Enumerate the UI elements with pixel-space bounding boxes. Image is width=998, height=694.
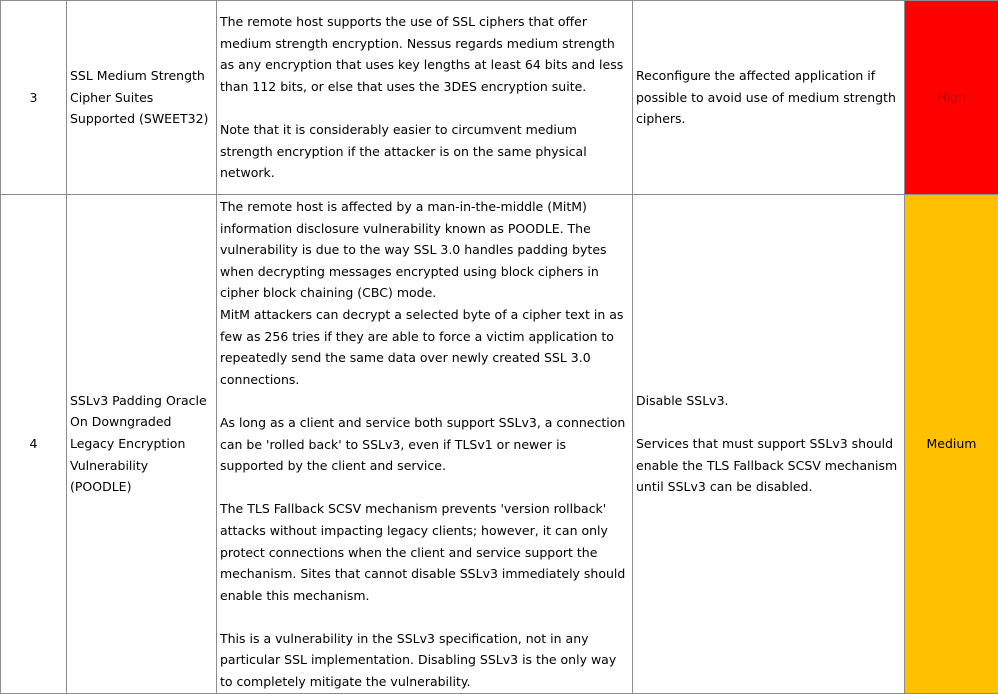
paragraph-spacer (220, 606, 629, 628)
vulnerability-name-cell: SSLv3 Padding Oracle On Downgraded Legacy Encryption Vulnerability (POODLE) (67, 195, 217, 694)
solution-paragraph: Disable SSLv3. (636, 390, 901, 412)
solution-paragraph: Services that must support SSLv3 should enable the TLS Fallback SCSV mechanism until SSLv3 can be disabled. (636, 433, 901, 498)
vulnerability-name-cell: SSL Medium Strength Cipher Suites Supported (SWEET32) (67, 1, 217, 195)
description-paragraph: The TLS Fallback SCSV mechanism prevents 'version rollback' attacks without impacting legacy clients; however, it can only protect connections when the client and service support the mechanism. Sites that cannot disable SSLv3 immediately should enable this mechanism. (220, 498, 629, 606)
description-cell (217, 195, 633, 694)
description-paragraph: As long as a client and service both support SSLv3, a connection can be 'rolled back' to SSLv3, even if TLSv1 or newer is supported by the client and service. (220, 412, 629, 477)
paragraph-spacer (636, 411, 901, 433)
risk-cell-high: High (905, 1, 998, 195)
paragraph-spacer (220, 390, 629, 412)
paragraph-spacer (220, 97, 629, 119)
description-cell (217, 1, 633, 195)
solution-cell (633, 195, 905, 694)
description-paragraph: The remote host supports the use of SSL ciphers that offer medium strength encryption. Nessus regards medium strength as any encryption that uses key lengths at least 64 bits and less than 112 bits, or else that uses the 3DES encryption suite. (220, 11, 629, 97)
row-number-cell: 3 (1, 1, 67, 195)
description-paragraph: MitM attackers can decrypt a selected byte of a cipher text in as few as 256 tries if they are able to force a victim application to repeatedly send the same data over newly created SSL 3.0 connections. (220, 304, 629, 390)
table-row (1, 195, 998, 694)
risk-cell-medium: Medium (905, 195, 998, 694)
description-paragraph: The remote host is affected by a man-in-the-middle (MitM) information disclosure vulnerability known as POODLE. The vulnerability is due to the way SSL 3.0 handles padding bytes when decrypting messages encrypted using block ciphers in cipher block chaining (CBC) mode. (220, 196, 629, 304)
description-paragraph: Note that it is considerably easier to circumvent medium strength encryption if the attacker is on the same physical network. (220, 119, 629, 184)
table-row (1, 1, 998, 195)
solution-paragraph: Reconfigure the affected application if possible to avoid use of medium strength ciphers. (636, 65, 901, 130)
paragraph-spacer (220, 477, 629, 499)
solution-cell (633, 1, 905, 195)
description-paragraph: This is a vulnerability in the SSLv3 specification, not in any particular SSL implementation. Disabling SSLv3 is the only way to completely mitigate the vulnerability. (220, 628, 629, 693)
row-number-cell: 4 (1, 195, 67, 694)
